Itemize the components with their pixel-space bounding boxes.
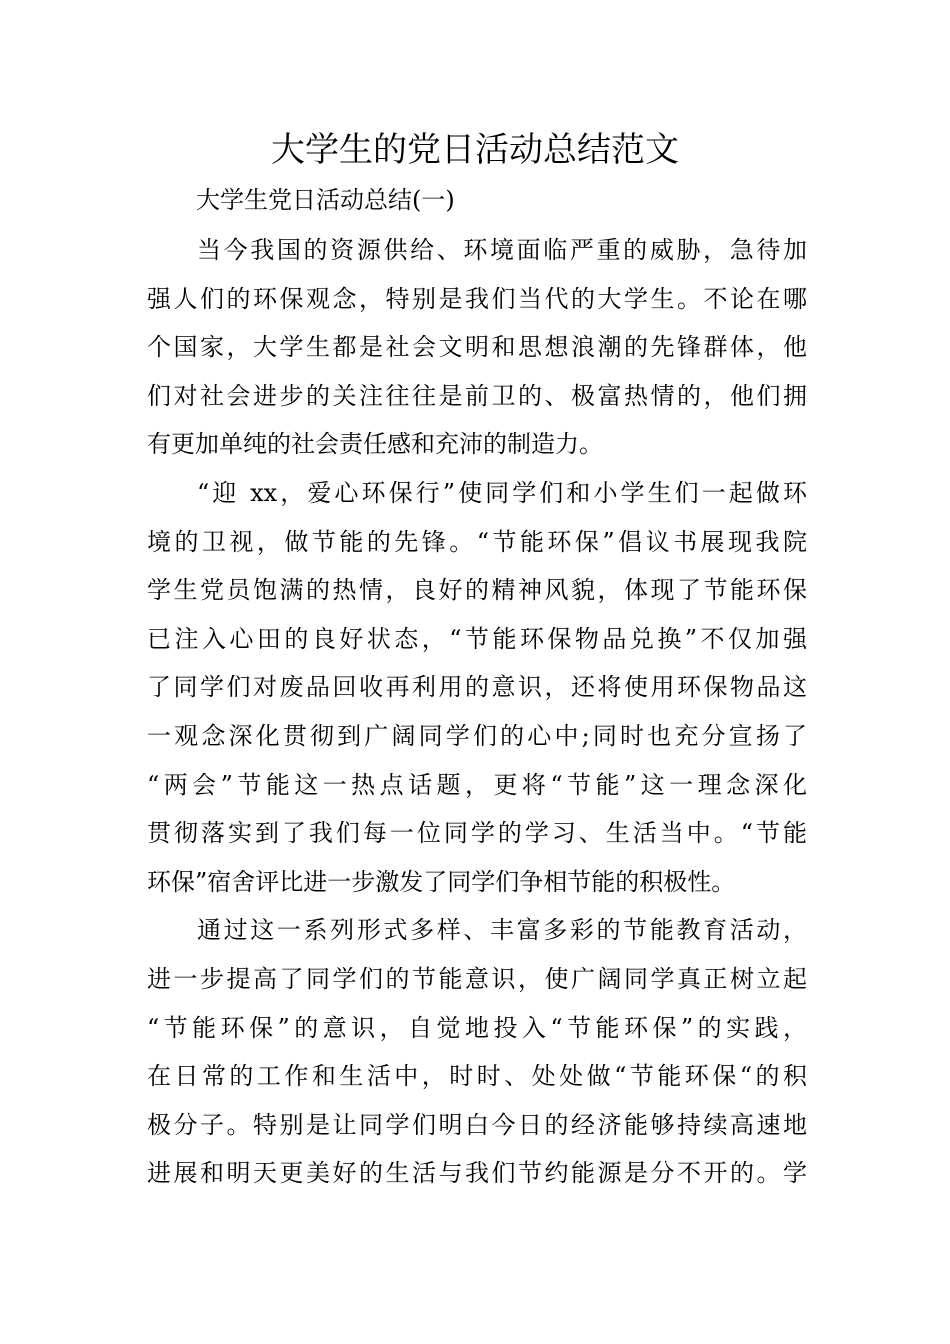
text-line: 环保”宿舍评比进一步激发了同学们争相节能的积极性。 bbox=[147, 867, 736, 896]
text-line: 在日常的工作和生活中，时时、处处做“节能环保“的积 bbox=[147, 1062, 807, 1091]
text-line: 有更加单纯的社会责任感和充沛的制造力。 bbox=[147, 430, 603, 459]
text-line: 们对社会进步的关注往往是前卫的、极富热情的，他们拥 bbox=[147, 381, 807, 410]
document-title: 大学生的党日活动总结范文 bbox=[271, 130, 679, 170]
paragraph-3 bbox=[147, 906, 807, 1198]
text-line: 学生党员饱满的热情，良好的精神风貌，体现了节能环保 bbox=[147, 576, 807, 605]
paragraph-2 bbox=[147, 469, 807, 906]
text-line: 强人们的环保观念，特别是我们当代的大学生。不论在哪 bbox=[147, 284, 807, 313]
text-line: 了同学们对废品回收再利用的意识，还将使用环保物品这 bbox=[147, 673, 807, 702]
text-line: 通过这一系列形式多样、丰富多彩的节能教育活动， bbox=[197, 916, 807, 945]
document-body bbox=[147, 226, 807, 1198]
document-subtitle: 大学生党日活动总结(一) bbox=[196, 186, 455, 214]
text-line: 一观念深化贯彻到广阔同学们的心中;同时也充分宣扬了 bbox=[147, 721, 807, 750]
text-line: 境的卫视，做节能的先锋。“节能环保”倡议书展现我院 bbox=[147, 527, 807, 556]
text-line: 贯彻落实到了我们每一位同学的学习、生活当中。“节能 bbox=[147, 819, 807, 848]
text-line: “节能环保”的意识，自觉地投入“节能环保”的实践， bbox=[147, 1013, 807, 1042]
text-line: 个国家，大学生都是社会文明和思想浪潮的先锋群体，他 bbox=[147, 333, 807, 362]
text-line: 当今我国的资源供给、环境面临严重的威胁，急待加 bbox=[197, 236, 807, 264]
text-line: 已注入心田的良好状态，“节能环保物品兑换”不仅加强 bbox=[147, 624, 807, 653]
paragraph-1 bbox=[147, 226, 807, 469]
text-line: 进展和明天更美好的生活与我们节约能源是分不开的。学 bbox=[147, 1159, 807, 1188]
text-line: 极分子。特别是让同学们明白今日的经济能够持续高速地 bbox=[147, 1110, 807, 1139]
text-line: 进一步提高了同学们的节能意识，使广阔同学真正树立起 bbox=[147, 964, 807, 993]
text-line: “迎 xx，爱心环保行”使同学们和小学生们一起做环 bbox=[197, 478, 807, 507]
text-line: “两会”节能这一热点话题，更将“节能”这一理念深化 bbox=[147, 770, 807, 799]
